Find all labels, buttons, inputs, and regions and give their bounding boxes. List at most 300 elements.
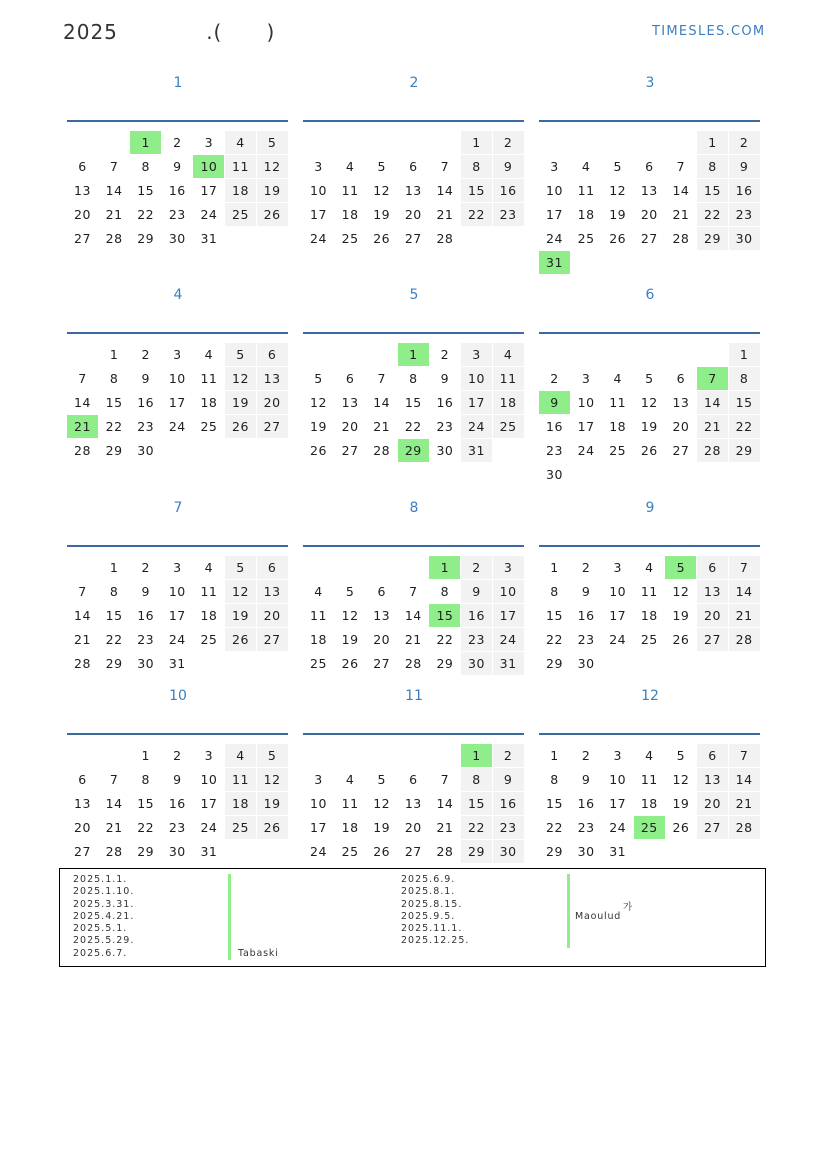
day-cell: 19 bbox=[225, 604, 256, 627]
day-cell: 15 bbox=[697, 179, 728, 202]
day-cell: 26 bbox=[373, 231, 391, 246]
day-cell: 24 bbox=[493, 628, 524, 651]
day-cell: 7 bbox=[377, 371, 386, 386]
day-cell: 20 bbox=[640, 207, 658, 222]
day-cell: 20 bbox=[74, 207, 91, 222]
day-cell: 1 bbox=[141, 748, 150, 763]
day-cell: 7 bbox=[440, 159, 450, 174]
day-cell: 28 bbox=[105, 231, 123, 246]
day-cell: 16 bbox=[577, 796, 595, 811]
day-cell: 22 bbox=[461, 816, 492, 839]
month-2 bbox=[303, 73, 525, 246]
day-cell: 6 bbox=[257, 556, 288, 579]
day-cell: 5 bbox=[314, 371, 323, 386]
day-cell: 20 bbox=[373, 632, 391, 647]
month-1 bbox=[67, 73, 289, 246]
month-title: 1 bbox=[173, 75, 183, 91]
day-cell: 14 bbox=[74, 608, 91, 623]
day-cell: 15 bbox=[461, 792, 492, 815]
month-4 bbox=[67, 285, 289, 458]
day-cell: 1 bbox=[461, 131, 492, 154]
day-cell: 31 bbox=[200, 844, 218, 859]
day-cell: 26 bbox=[640, 443, 658, 458]
day-cell: 16 bbox=[137, 608, 155, 623]
day-cell: 30 bbox=[436, 443, 454, 458]
month-title: 6 bbox=[645, 287, 655, 303]
day-cell: 21 bbox=[729, 604, 760, 627]
day-cell: 7 bbox=[78, 584, 87, 599]
day-cell: 11 bbox=[577, 183, 595, 198]
day-cell: 16 bbox=[493, 179, 524, 202]
day-cell: 12 bbox=[640, 395, 658, 410]
day-cell: 4 bbox=[345, 772, 355, 787]
day-cell: 18 bbox=[225, 792, 256, 815]
day-cell: 2 bbox=[141, 560, 150, 575]
day-cell: 20 bbox=[404, 207, 422, 222]
day-cell: 10 bbox=[493, 580, 524, 603]
day-cell: 23 bbox=[493, 203, 524, 226]
day-cell: 24 bbox=[168, 419, 186, 434]
day-cell: 23 bbox=[168, 820, 186, 835]
day-cell: 9 bbox=[440, 371, 450, 386]
day-cell: 10 bbox=[200, 772, 218, 787]
day-cell: 16 bbox=[729, 179, 760, 202]
day-cell: 10 bbox=[168, 371, 186, 386]
day-cell: 2 bbox=[550, 371, 559, 386]
day-cell: 29 bbox=[436, 656, 454, 671]
day-cell: 28 bbox=[373, 443, 391, 458]
day-cell: 23 bbox=[137, 632, 155, 647]
day-cell: 5 bbox=[665, 556, 696, 579]
day-cell: 23 bbox=[137, 419, 155, 434]
month-7 bbox=[67, 498, 289, 671]
day-cell: 21 bbox=[672, 207, 690, 222]
day-cell: 11 bbox=[200, 584, 218, 599]
day-cell: 2 bbox=[440, 347, 450, 362]
day-cell: 14 bbox=[436, 796, 454, 811]
day-cell: 1 bbox=[130, 131, 161, 154]
day-cell: 20 bbox=[672, 419, 690, 434]
day-cell: 2 bbox=[493, 131, 524, 154]
day-cell: 6 bbox=[257, 343, 288, 366]
day-cell: 29 bbox=[398, 439, 429, 462]
day-cell: 4 bbox=[493, 343, 524, 366]
day-cell: 11 bbox=[310, 608, 327, 623]
day-cell: 14 bbox=[404, 608, 422, 623]
day-cell: 20 bbox=[341, 419, 359, 434]
day-cell: 11 bbox=[609, 395, 627, 410]
day-cell: 18 bbox=[493, 391, 524, 414]
day-cell: 6 bbox=[345, 371, 355, 386]
day-cell: 3 bbox=[173, 560, 182, 575]
day-cell: 28 bbox=[436, 844, 454, 859]
holiday-date: 2025.5.1. bbox=[73, 923, 128, 935]
day-cell: 12 bbox=[373, 183, 391, 198]
day-cell: 14 bbox=[729, 580, 760, 603]
day-cell: 10 bbox=[609, 772, 627, 787]
day-cell: 25 bbox=[341, 844, 359, 859]
day-cell: 1 bbox=[550, 560, 559, 575]
holiday-name: Tabaski bbox=[238, 947, 279, 959]
day-cell: 23 bbox=[546, 443, 563, 458]
day-cell: 27 bbox=[74, 844, 91, 859]
day-cell: 18 bbox=[310, 632, 327, 647]
day-cell: 26 bbox=[225, 628, 256, 651]
month-title: 2 bbox=[409, 75, 419, 91]
day-cell: 18 bbox=[341, 820, 359, 835]
day-cell: 7 bbox=[697, 367, 728, 390]
day-cell: 25 bbox=[310, 656, 327, 671]
site-logo-link[interactable]: TIMESLES.COM bbox=[652, 24, 766, 39]
day-cell: 14 bbox=[105, 183, 123, 198]
day-cell: 22 bbox=[546, 632, 563, 647]
day-cell: 26 bbox=[310, 443, 327, 458]
day-cell: 10 bbox=[168, 584, 186, 599]
day-cell: 18 bbox=[200, 608, 218, 623]
day-cell: 13 bbox=[404, 183, 422, 198]
day-cell: 27 bbox=[74, 231, 91, 246]
day-cell: 7 bbox=[676, 159, 686, 174]
day-cell: 8 bbox=[550, 772, 559, 787]
day-cell: 12 bbox=[609, 183, 627, 198]
day-cell: 10 bbox=[193, 155, 224, 178]
day-cell: 6 bbox=[697, 556, 728, 579]
day-cell: 27 bbox=[341, 443, 359, 458]
day-cell: 5 bbox=[676, 748, 686, 763]
day-cell: 27 bbox=[404, 844, 422, 859]
day-cell: 21 bbox=[436, 820, 454, 835]
day-cell: 15 bbox=[137, 183, 155, 198]
day-cell: 11 bbox=[200, 371, 218, 386]
month-title: 4 bbox=[173, 287, 183, 303]
day-cell: 16 bbox=[461, 604, 492, 627]
day-cell: 25 bbox=[577, 231, 595, 246]
holiday-name: Maoulud bbox=[575, 910, 622, 922]
day-cell: 3 bbox=[581, 371, 591, 386]
day-cell: 13 bbox=[257, 580, 288, 603]
holiday-date: 2025.8.15. bbox=[401, 898, 463, 910]
day-cell: 7 bbox=[78, 371, 87, 386]
month-rule bbox=[303, 332, 524, 334]
month-rule bbox=[539, 733, 760, 735]
day-cell: 22 bbox=[137, 207, 155, 222]
day-cell: 31 bbox=[461, 439, 492, 462]
day-cell: 8 bbox=[141, 159, 150, 174]
day-cell: 10 bbox=[310, 183, 327, 198]
day-cell: 19 bbox=[373, 820, 391, 835]
day-cell: 14 bbox=[729, 768, 760, 791]
day-cell: 21 bbox=[105, 207, 123, 222]
day-cell: 19 bbox=[609, 207, 627, 222]
day-cell: 12 bbox=[672, 584, 690, 599]
day-cell: 16 bbox=[168, 183, 186, 198]
day-cell: 31 bbox=[200, 231, 218, 246]
day-cell: 26 bbox=[257, 203, 288, 226]
month-10 bbox=[67, 686, 289, 859]
day-cell: 7 bbox=[409, 584, 418, 599]
day-cell: 17 bbox=[168, 608, 186, 623]
day-cell: 5 bbox=[645, 371, 654, 386]
day-cell: 22 bbox=[729, 415, 760, 438]
day-cell: 21 bbox=[67, 415, 98, 438]
day-cell: 19 bbox=[225, 391, 256, 414]
holidays-list bbox=[59, 868, 766, 967]
day-cell: 20 bbox=[257, 391, 288, 414]
day-cell: 30 bbox=[137, 443, 155, 458]
month-rule bbox=[539, 120, 760, 122]
day-cell: 28 bbox=[729, 628, 760, 651]
day-cell: 22 bbox=[461, 203, 492, 226]
day-cell: 14 bbox=[105, 796, 123, 811]
day-cell: 23 bbox=[493, 816, 524, 839]
day-cell: 17 bbox=[546, 207, 563, 222]
day-cell: 2 bbox=[581, 560, 591, 575]
day-cell: 7 bbox=[729, 556, 760, 579]
day-cell: 18 bbox=[200, 395, 218, 410]
day-cell: 17 bbox=[200, 183, 218, 198]
day-cell: 1 bbox=[109, 560, 119, 575]
day-cell: 28 bbox=[729, 816, 760, 839]
day-cell: 18 bbox=[640, 608, 658, 623]
day-cell: 25 bbox=[493, 415, 524, 438]
day-cell: 9 bbox=[539, 391, 570, 414]
day-cell: 3 bbox=[613, 748, 622, 763]
day-cell: 23 bbox=[461, 628, 492, 651]
day-cell: 25 bbox=[634, 816, 665, 839]
day-cell: 23 bbox=[168, 207, 186, 222]
day-cell: 4 bbox=[345, 159, 355, 174]
day-cell: 16 bbox=[137, 395, 155, 410]
day-cell: 30 bbox=[577, 844, 595, 859]
day-cell: 6 bbox=[645, 159, 654, 174]
day-cell: 11 bbox=[225, 768, 256, 791]
holiday-date: 2025.1.1. bbox=[73, 874, 128, 885]
day-cell: 4 bbox=[225, 131, 256, 154]
day-cell: 4 bbox=[645, 560, 654, 575]
day-cell: 6 bbox=[409, 772, 418, 787]
day-cell: 27 bbox=[640, 231, 658, 246]
day-cell: 28 bbox=[697, 439, 728, 462]
day-cell: 5 bbox=[345, 584, 355, 599]
day-cell: 29 bbox=[105, 656, 123, 671]
day-cell: 23 bbox=[577, 820, 595, 835]
day-cell: 24 bbox=[310, 231, 327, 246]
month-title: 9 bbox=[645, 500, 655, 516]
day-cell: 24 bbox=[577, 443, 595, 458]
day-cell: 12 bbox=[341, 608, 359, 623]
day-cell: 13 bbox=[404, 796, 422, 811]
day-cell: 13 bbox=[697, 580, 728, 603]
day-cell: 8 bbox=[109, 584, 119, 599]
day-cell: 6 bbox=[377, 584, 386, 599]
holiday-date: 2025.11.1. bbox=[401, 923, 463, 935]
month-title: 8 bbox=[409, 500, 419, 516]
holiday-name: 가 bbox=[623, 901, 633, 913]
day-cell: 9 bbox=[581, 772, 591, 787]
day-cell: 19 bbox=[672, 608, 690, 623]
day-cell: 20 bbox=[74, 820, 91, 835]
day-cell: 28 bbox=[74, 443, 91, 458]
day-cell: 30 bbox=[168, 231, 186, 246]
day-cell: 25 bbox=[225, 816, 256, 839]
day-cell: 1 bbox=[550, 748, 559, 763]
month-rule bbox=[67, 120, 288, 122]
day-cell: 28 bbox=[74, 656, 91, 671]
day-cell: 26 bbox=[341, 656, 359, 671]
day-cell: 14 bbox=[373, 395, 391, 410]
month-title: 3 bbox=[645, 75, 655, 91]
day-cell: 15 bbox=[105, 608, 123, 623]
day-cell: 31 bbox=[609, 844, 627, 859]
day-cell: 14 bbox=[672, 183, 690, 198]
day-cell: 25 bbox=[640, 632, 658, 647]
day-cell: 12 bbox=[310, 395, 327, 410]
day-cell: 17 bbox=[609, 796, 627, 811]
day-cell: 9 bbox=[173, 772, 182, 787]
holiday-date: 2025.5.29. bbox=[73, 935, 135, 947]
day-cell: 29 bbox=[697, 227, 728, 250]
day-cell: 30 bbox=[729, 227, 760, 250]
day-cell: 11 bbox=[640, 584, 658, 599]
day-cell: 2 bbox=[461, 556, 492, 579]
day-cell: 9 bbox=[141, 371, 150, 386]
day-cell: 3 bbox=[204, 135, 214, 150]
day-cell: 6 bbox=[676, 371, 686, 386]
day-cell: 19 bbox=[373, 207, 391, 222]
day-cell: 27 bbox=[257, 415, 288, 438]
day-cell: 10 bbox=[609, 584, 627, 599]
day-cell: 25 bbox=[609, 443, 627, 458]
day-cell: 24 bbox=[609, 632, 627, 647]
month-title: 7 bbox=[173, 500, 183, 516]
day-cell: 25 bbox=[341, 231, 359, 246]
day-cell: 16 bbox=[436, 395, 454, 410]
day-cell: 8 bbox=[409, 371, 418, 386]
day-cell: 19 bbox=[257, 179, 288, 202]
day-cell: 4 bbox=[204, 560, 214, 575]
day-cell: 21 bbox=[697, 415, 728, 438]
day-cell: 27 bbox=[257, 628, 288, 651]
day-cell: 11 bbox=[341, 796, 359, 811]
day-cell: 24 bbox=[200, 207, 218, 222]
day-cell: 28 bbox=[436, 231, 454, 246]
day-cell: 7 bbox=[729, 744, 760, 767]
day-cell: 15 bbox=[404, 395, 422, 410]
day-cell: 23 bbox=[729, 203, 760, 226]
day-cell: 29 bbox=[137, 844, 155, 859]
holiday-date: 2025.12.25. bbox=[401, 935, 470, 947]
day-cell: 29 bbox=[105, 443, 123, 458]
day-cell: 2 bbox=[173, 748, 182, 763]
day-cell: 1 bbox=[729, 343, 760, 366]
month-title: 10 bbox=[169, 688, 187, 704]
day-cell: 2 bbox=[581, 748, 591, 763]
day-cell: 4 bbox=[581, 159, 591, 174]
month-6 bbox=[539, 285, 761, 482]
day-cell: 16 bbox=[168, 796, 186, 811]
day-cell: 13 bbox=[74, 183, 91, 198]
month-rule bbox=[67, 332, 288, 334]
day-cell: 15 bbox=[546, 796, 563, 811]
day-cell: 10 bbox=[461, 367, 492, 390]
month-12 bbox=[539, 686, 761, 859]
holiday-date: 2025.4.21. bbox=[73, 910, 135, 922]
day-cell: 18 bbox=[225, 179, 256, 202]
month-rule bbox=[67, 545, 288, 547]
day-cell: 17 bbox=[461, 391, 492, 414]
day-cell: 30 bbox=[577, 656, 595, 671]
day-cell: 24 bbox=[546, 231, 563, 246]
month-rule bbox=[539, 545, 760, 547]
day-cell: 8 bbox=[141, 772, 150, 787]
day-cell: 22 bbox=[546, 820, 563, 835]
month-rule bbox=[67, 733, 288, 735]
day-cell: 12 bbox=[672, 772, 690, 787]
month-title: 5 bbox=[409, 287, 419, 303]
day-cell: 5 bbox=[225, 343, 256, 366]
day-cell: 12 bbox=[225, 580, 256, 603]
day-cell: 23 bbox=[436, 419, 454, 434]
day-cell: 27 bbox=[404, 231, 422, 246]
month-title: 12 bbox=[641, 688, 659, 704]
holiday-date: 2025.8.1. bbox=[401, 886, 456, 898]
day-cell: 15 bbox=[429, 604, 460, 627]
holiday-date: 2025.3.31. bbox=[73, 898, 135, 910]
day-cell: 31 bbox=[539, 251, 570, 274]
day-cell: 12 bbox=[373, 796, 391, 811]
day-cell: 13 bbox=[341, 395, 359, 410]
day-cell: 19 bbox=[310, 419, 327, 434]
day-cell: 28 bbox=[672, 231, 690, 246]
day-cell: 4 bbox=[645, 748, 654, 763]
day-cell: 20 bbox=[257, 604, 288, 627]
day-cell: 20 bbox=[697, 604, 728, 627]
day-cell: 19 bbox=[640, 419, 658, 434]
month-8 bbox=[303, 498, 525, 671]
day-cell: 3 bbox=[204, 748, 214, 763]
day-cell: 27 bbox=[697, 816, 728, 839]
day-cell: 5 bbox=[257, 744, 288, 767]
day-cell: 2 bbox=[141, 347, 150, 362]
day-cell: 1 bbox=[398, 343, 429, 366]
day-cell: 5 bbox=[257, 131, 288, 154]
day-cell: 14 bbox=[74, 395, 91, 410]
day-cell: 1 bbox=[109, 347, 119, 362]
day-cell: 14 bbox=[697, 391, 728, 414]
day-cell: 9 bbox=[581, 584, 591, 599]
day-cell: 30 bbox=[168, 844, 186, 859]
day-cell: 27 bbox=[697, 628, 728, 651]
day-cell: 26 bbox=[672, 820, 690, 835]
day-cell: 16 bbox=[546, 419, 563, 434]
day-cell: 17 bbox=[493, 604, 524, 627]
day-cell: 4 bbox=[314, 584, 323, 599]
day-cell: 20 bbox=[697, 792, 728, 815]
day-cell: 10 bbox=[310, 796, 327, 811]
day-cell: 29 bbox=[461, 840, 492, 863]
day-cell: 17 bbox=[168, 395, 186, 410]
holiday-date: 2025.9.5. bbox=[401, 910, 456, 922]
day-cell: 10 bbox=[577, 395, 595, 410]
day-cell: 25 bbox=[200, 632, 218, 647]
day-cell: 29 bbox=[729, 439, 760, 462]
holiday-date: 2025.6.7. bbox=[73, 947, 128, 959]
month-rule bbox=[303, 733, 524, 735]
day-cell: 1 bbox=[429, 556, 460, 579]
month-11 bbox=[303, 686, 525, 859]
day-cell: 26 bbox=[257, 816, 288, 839]
day-cell: 15 bbox=[105, 395, 123, 410]
